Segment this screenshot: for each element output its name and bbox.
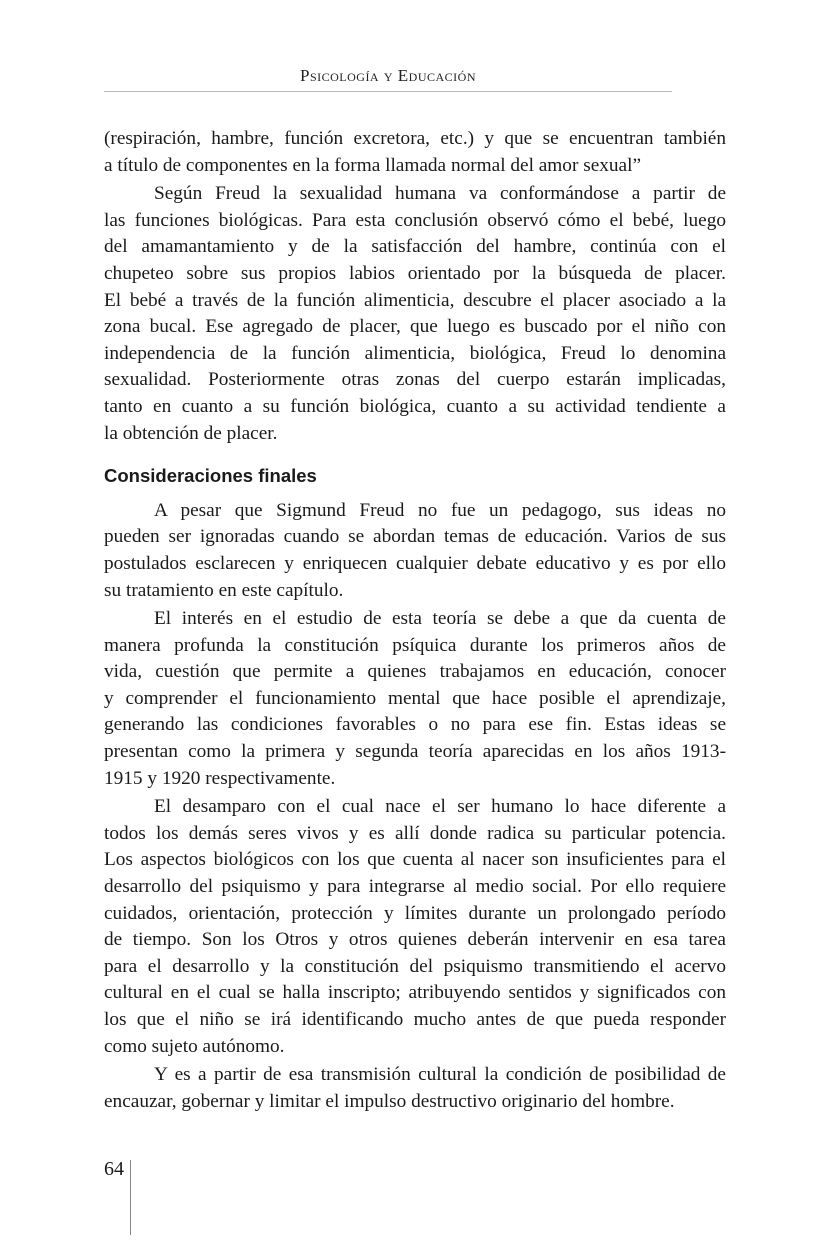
text-line: manera profunda la constitución psíquica durante los primeros años de <box>104 634 726 656</box>
text-line: presentan como la primera y segunda teoría aparecidas en los años 1913- <box>104 741 726 763</box>
text-line: la obtención de placer. <box>104 422 278 444</box>
text-line: desarrollo del psiquismo y para integrarse al medio social. Por ello requiere <box>104 876 726 898</box>
paragraphs-before <box>104 126 726 447</box>
text-line: los que el niño se irá identificando mucho antes de que pueda responder <box>104 1009 726 1030</box>
section-heading: Consideraciones finales <box>104 465 317 487</box>
text-line: del amamantamiento y de la satisfacción del hambre, continúa con el <box>104 236 726 258</box>
text-line: su tratamiento en este capítulo. <box>104 579 344 601</box>
text-line: como sujeto autónomo. <box>104 1035 285 1057</box>
text-line: Los aspectos biológicos con los que cuenta al nacer son insuficientes para el <box>104 849 726 871</box>
text-line: sexualidad. Posteriormente otras zonas del cuerpo estarán implicadas, <box>104 369 726 391</box>
page-number: 64 <box>104 1158 124 1180</box>
text-line: independencia de la función alimenticia, biológica, Freud lo denomina <box>104 342 726 364</box>
text-line: Según Freud la sexualidad humana va conformándose a partir de <box>154 183 726 205</box>
paragraph <box>104 1062 726 1115</box>
text-line: para el desarrollo y la constitución del psiquismo transmitiendo el acervo <box>104 955 726 977</box>
text-line: El desamparo con el cual nace el ser humano lo hace diferente a <box>154 796 726 818</box>
text-line: zona bucal. Ese agregado de placer, que luego es buscado por el niño con <box>104 316 726 338</box>
text-line: cuidados, orientación, protección y límites durante un prolongado período <box>104 902 726 924</box>
paragraph <box>104 606 726 792</box>
text-line: 1915 y 1920 respectivamente. <box>104 767 336 789</box>
text-line: vida, cuestión que permite a quienes trabajamos en educación, conocer <box>104 661 726 683</box>
paragraph <box>104 794 726 1060</box>
text-line: cultural en el cual se halla inscripto; atribuyendo sentidos y significados con <box>104 982 726 1004</box>
text-line: El interés en el estudio de esta teoría se debe a que da cuenta de <box>154 608 726 630</box>
text-line: de tiempo. Son los Otros y otros quienes deberán intervenir en esa tarea <box>104 929 726 951</box>
text-line: (respiración, hambre, función excretora, etc.) y que se encuentran también <box>104 128 726 149</box>
text-line: generando las condiciones favorables o no para ese fin. Estas ideas se <box>104 714 726 736</box>
page-number-rule <box>130 1160 131 1235</box>
paragraph <box>104 498 726 604</box>
body-text <box>104 126 726 1117</box>
text-line: Y es a partir de esa transmisión cultural la condición de posibilidad de <box>154 1064 726 1086</box>
paragraph <box>104 126 726 179</box>
paragraph <box>104 181 726 447</box>
text-line: A pesar que Sigmund Freud no fue un pedagogo, sus ideas no <box>154 499 726 521</box>
text-line: a título de componentes en la forma llamada normal del amor sexual” <box>104 154 642 176</box>
text-line: y comprender el funcionamiento mental que hace posible el aprendizaje, <box>104 687 726 709</box>
text-line: El bebé a través de la función alimenticia, descubre el placer asociado a la <box>104 289 726 311</box>
text-line: chupeteo sobre sus propios labios orientado por la búsqueda de placer. <box>104 262 726 284</box>
text-line: pueden ser ignoradas cuando se abordan temas de educación. Varios de sus <box>104 526 726 548</box>
text-line: encauzar, gobernar y limitar el impulso destructivo originario del hombre. <box>104 1090 675 1112</box>
text-line: todos los demás seres vivos y es allí donde radica su particular potencia. <box>104 822 726 844</box>
text-line: postulados esclarecen y enriquecen cualquier debate educativo y es por ello <box>104 552 726 574</box>
text-line: tanto en cuanto a su función biológica, cuanto a su actividad tendiente a <box>104 395 726 417</box>
text-line: las funciones biológicas. Para esta conclusión observó cómo el bebé, luego <box>104 209 726 231</box>
paragraphs-after <box>104 498 726 1116</box>
header-rule <box>104 91 672 92</box>
running-header: Psicología y Educación <box>299 66 476 85</box>
